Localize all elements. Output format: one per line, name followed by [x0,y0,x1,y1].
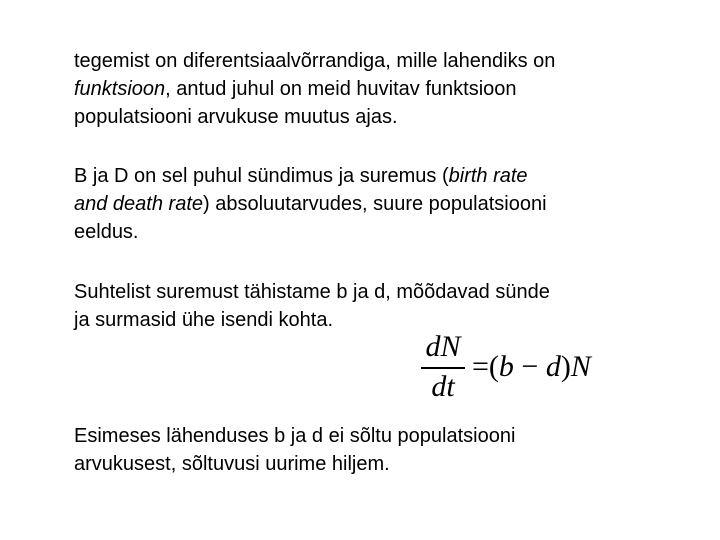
text-span: Suhtelist suremust tähistame b ja d, mõõdavad sünde [74,281,550,303]
text-span: eeldus. [74,221,139,243]
text-line [74,422,674,450]
fraction-denominator: dt [431,370,455,403]
fraction-bar [421,367,465,369]
italic-term: and death rate [74,193,203,215]
paragraph-differential-equation [74,47,674,131]
text-span: B ja D on sel puhul sündimus ja suremus ( [74,165,449,187]
close-paren: ) [560,350,571,383]
open-paren: ( [488,350,499,383]
fraction-numerator: dN [425,330,461,363]
text-line [74,190,674,218]
text-line [74,450,674,478]
equation-population-growth [418,330,618,410]
italic-term: birth rate [448,165,528,187]
text-span: ) absoluutarvudes, suure populatsiooni [203,193,547,215]
var-b: b [498,350,514,383]
text-span: arvukusest, sõltuvusi uurime hiljem. [74,453,390,475]
text-line [74,162,674,190]
text-span: tegemist on diferentsiaalvõrrandiga, mille lahendiks on [74,50,556,72]
var-n: N [570,350,591,383]
text-line [74,218,674,246]
text-span: ja surmasid ühe isendi kohta. [74,309,334,331]
text-span: Esimeses lähenduses b ja d ei sõltu populatsiooni [74,425,516,447]
paragraph-first-approximation [74,422,674,478]
equation-right-side [472,350,591,384]
minus-sign: − [513,350,546,383]
paragraph-birth-death-rates [74,162,674,246]
text-span: , antud juhul on meid huvitav funktsioon [165,78,517,100]
text-line [74,278,674,306]
italic-term: funktsioon [74,78,166,100]
equals-sign: = [472,350,489,383]
paragraph-relative-mortality [74,278,674,334]
text-span: populatsiooni arvukuse muutus ajas. [74,106,398,128]
text-line [74,47,674,75]
var-d: d [545,350,561,383]
text-line [74,75,674,103]
text-line [74,103,674,131]
